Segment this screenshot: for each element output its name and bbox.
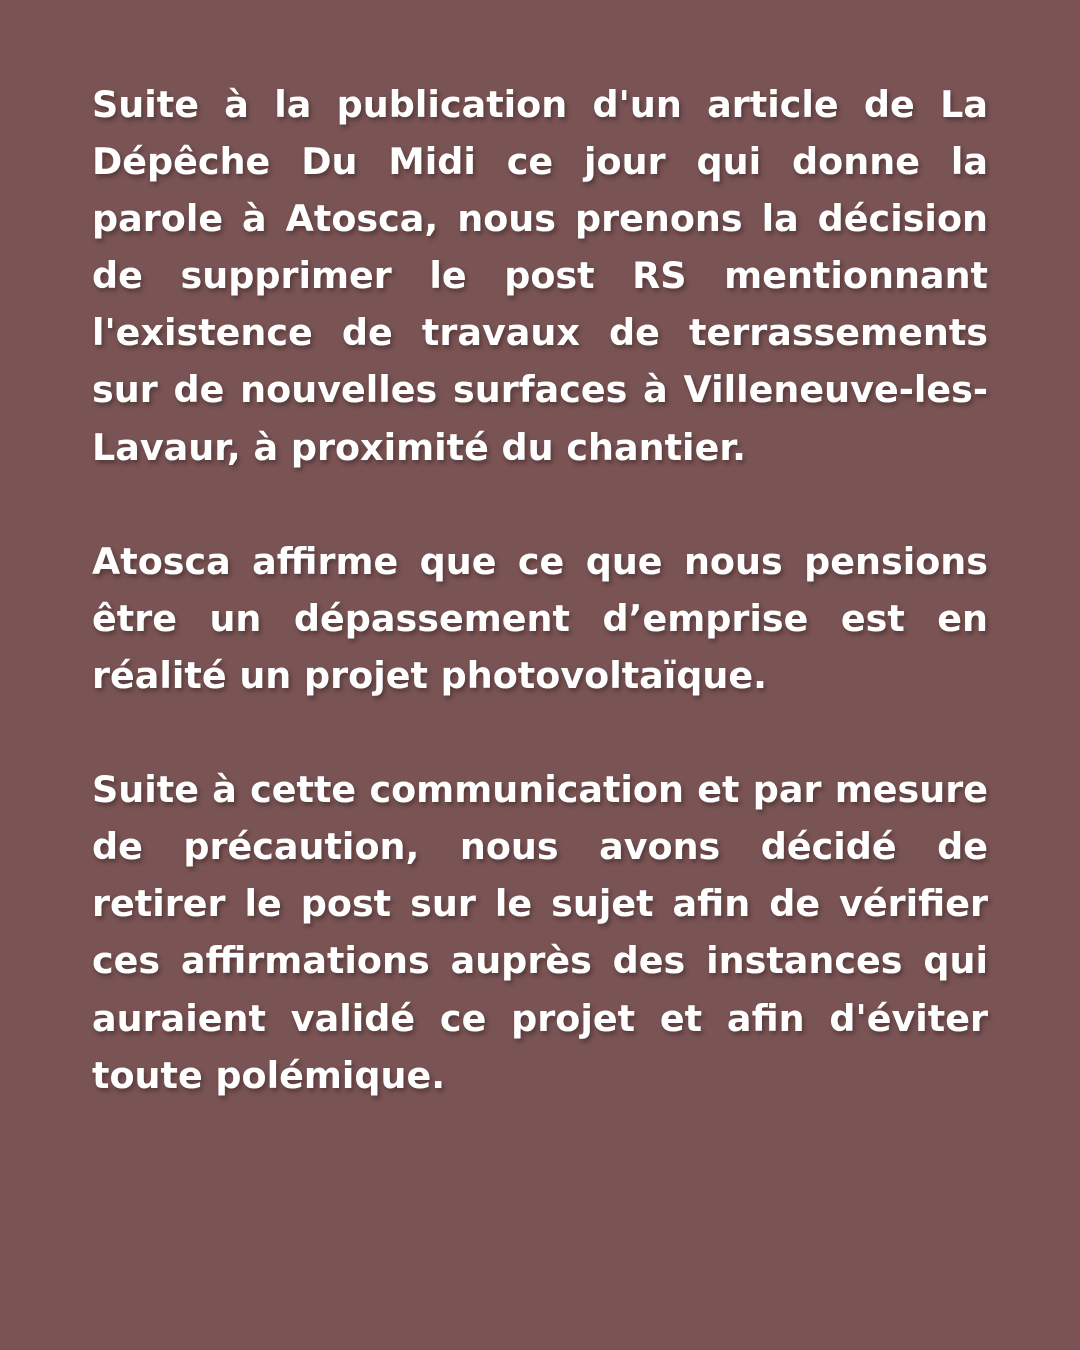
statement-paragraph-1: Suite à la publication d'un article de La Dépêche Du Midi ce jour qui donne la parole à Atosca, nous prenons la décision de supprimer le post RS mentionnant l'existence de travaux de terrassements sur de nouvelles surfaces à Villeneuve-les-Lavaur, à proximité du chantier. [92, 83, 988, 469]
statement-paragraph-2: Atosca affirme que ce que nous pensions être un dépassement d’emprise est en réalité un projet photovoltaïque. [92, 539, 988, 697]
statement-card [92, 76, 988, 1104]
statement-paragraph-3: Suite à cette communication et par mesure de précaution, nous avons décidé de retirer le post sur le sujet afin de vérifier ces affirmations auprès des instances qui auraient validé ce projet et afin d'éviter toute polémique. [92, 768, 988, 1097]
